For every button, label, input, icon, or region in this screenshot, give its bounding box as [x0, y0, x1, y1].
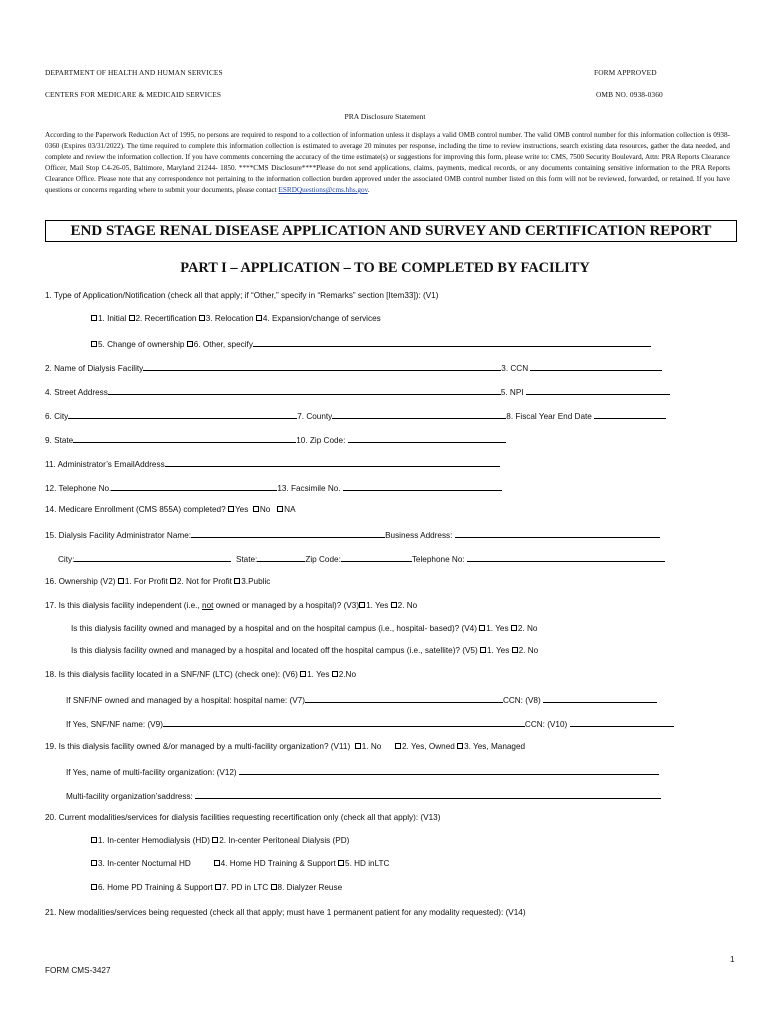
city-label: 6. City [45, 412, 69, 421]
checkbox-home-pd[interactable] [91, 884, 97, 890]
checkbox-expansion[interactable] [256, 315, 262, 321]
form-approved: FORM APPROVED [594, 68, 657, 77]
label-satellite-no: 2. No [518, 646, 539, 655]
checkbox-multi-managed[interactable] [457, 743, 463, 749]
checkbox-in-center-hd[interactable] [91, 837, 97, 843]
q4-row [45, 385, 670, 399]
independent-label-post: owned or managed by a hospital)? (V3) [215, 601, 360, 610]
contact-email-link[interactable]: ESRDQuestions@cms.hhs.gov [278, 186, 368, 194]
checkbox-change-ownership[interactable] [91, 341, 97, 347]
q20-label: 20. Current modalities/services for dialysis facilities requesting recertification only (check all that apply): (V13) [45, 813, 441, 822]
fiscal-year-field[interactable] [594, 409, 666, 419]
snf-hospital-name-field[interactable] [305, 693, 503, 703]
multi-facility-label: 19. Is this dialysis facility owned &/or managed by a multi-facility organization? (V11) [45, 742, 351, 751]
q17-sub1-row [71, 623, 537, 635]
label-expansion: 4. Expansion/change of services [262, 314, 381, 323]
q9-row [45, 433, 506, 447]
telephone-label: 12. Telephone No. [45, 484, 112, 493]
q18-sub2-row [66, 717, 674, 731]
label-initial: 1. Initial [98, 314, 127, 323]
label-independent-yes: 1. Yes [366, 601, 389, 610]
checkbox-multi-no[interactable] [355, 743, 361, 749]
admin-state-field[interactable] [257, 552, 305, 562]
snf-ccn-field[interactable] [543, 693, 657, 703]
checkbox-in-center-pd[interactable] [212, 837, 218, 843]
county-label: 7. County [297, 412, 333, 421]
admin-email-field[interactable] [165, 457, 500, 467]
label-hospital-based-yes: 1. Yes [486, 624, 509, 633]
snf-label: 18. Is this dialysis facility located in a SNF/NF (LTC) (check one): (V6) [45, 670, 298, 679]
q18-sub1-row [66, 693, 657, 707]
checkbox-hospital-based-yes[interactable] [479, 625, 485, 631]
label-public: 3.Public [241, 577, 271, 586]
label-in-center-hd: 1. In-center Hemodialysis (HD) [98, 836, 210, 845]
q18-row [45, 669, 356, 681]
checkbox-not-for-profit[interactable] [170, 578, 176, 584]
q19-sub1-row [66, 765, 659, 779]
snf-name-label: If Yes, SNF/NF name: (V9) [66, 720, 163, 729]
q19-sub2-row [66, 789, 661, 803]
label-multi-no: 1. No [361, 742, 382, 751]
label-pd-ltc: 7. PD in LTC [221, 883, 269, 892]
checkbox-snf-no[interactable] [332, 671, 338, 677]
q17-row [45, 600, 417, 612]
zip-label: 10. Zip Code: [296, 436, 346, 445]
checkbox-independent-no[interactable] [391, 602, 397, 608]
multi-org-name-label: If Yes, name of multi-facility organization: (V12) [66, 768, 237, 777]
ccn-field[interactable] [530, 361, 662, 371]
label-for-profit: 1. For Profit [124, 577, 168, 586]
multi-org-address-field[interactable] [195, 789, 661, 799]
pra-text: According to the Paperwork Reduction Act of 1995, no persons are required to respond to a collection of information unless it displays a valid OMB control number. The valid OMB control number for this information collection is 0938-0360 (Expires 03/31/2022). The time required to complete this information collection is estimated to average 20 minutes per response, including the time to review instructions, search existing data resources, gather the data needed, and complete and review the information collection. If you have comments concerning the accuracy of the time estimate(s) or suggestions for improving this form, please write to: CMS, 7500 Security Boulevard, Attn: PRA Reports Clearance Officer, Mail Stop C4-26-05, Baltimore, Maryland 21244- 1850. ****CMS Disclosure****Please do not send applications, claims, payments, medical records, or any documents containing sensitive information to the PRA Reports Clearance Office. Please note that any correspondence not pertaining to the information collection burden approved under the associated OMB control number listed on this form will not be reviewed, forwarded, or retained. If you have questions or concerns regarding where to submit your documents, please contact [45, 131, 730, 194]
label-hd-ltc: 5. HD inLTC [345, 859, 390, 868]
checkbox-multi-owned[interactable] [395, 743, 401, 749]
admin-name-field[interactable] [191, 528, 385, 538]
checkbox-enroll-yes[interactable] [228, 506, 234, 512]
checkbox-pd-ltc[interactable] [215, 884, 221, 890]
county-field[interactable] [332, 409, 506, 419]
form-title: END STAGE RENAL DISEASE APPLICATION AND SURVEY AND CERTIFICATION REPORT [45, 220, 737, 242]
facsimile-label: 13. Facsimile No. [277, 484, 341, 493]
q17-sub2-row [71, 645, 538, 657]
admin-state-label: State: [235, 555, 258, 564]
centers-name: CENTERS FOR MEDICARE & MEDICAID SERVICES [45, 90, 222, 99]
label-nocturnal-hd: 3. In-center Nocturnal HD [98, 859, 191, 868]
label-multi-owned: 2. Yes, Owned [402, 742, 455, 751]
fiscal-year-label: 8. Fiscal Year End Date [506, 412, 592, 421]
checkbox-for-profit[interactable] [118, 578, 124, 584]
admin-zip-field[interactable] [341, 552, 412, 562]
label-recertification: 2. Recertification [135, 314, 197, 323]
checkbox-independent-yes[interactable] [359, 602, 365, 608]
label-enroll-na: NA [284, 505, 296, 514]
street-address-field[interactable] [108, 385, 501, 395]
q1-label: 1. Type of Application/Notification (check all that apply; if “Other,” specify in “Remarks” section [Item33]): (V1) [45, 291, 439, 300]
medicare-enrollment-label: 14. Medicare Enrollment (CMS 855A) completed? [45, 505, 226, 514]
q1-options-row2 [91, 337, 651, 351]
checkbox-enroll-na[interactable] [277, 506, 283, 512]
label-home-pd: 6. Home PD Training & Support [98, 883, 213, 892]
form-number: FORM CMS-3427 [45, 966, 111, 975]
admin-phone-field[interactable] [467, 552, 665, 562]
q16-row [45, 576, 270, 588]
q21-label: 21. New modalities/services being requested (check all that apply; must have 1 permanent patient for any modality requested): (V14) [45, 908, 526, 917]
label-relocation: 3. Relocation [205, 314, 254, 323]
checkbox-enroll-no[interactable] [253, 506, 259, 512]
checkbox-hd-ltc[interactable] [338, 860, 344, 866]
business-address-label: Business Address: [385, 531, 453, 540]
label-home-hd: 4. Home HD Training & Support [220, 859, 336, 868]
part-heading: PART I – APPLICATION – TO BE COMPLETED BY FACILITY [180, 260, 590, 276]
zip-field[interactable] [348, 433, 506, 443]
state-field[interactable] [73, 433, 296, 443]
label-in-center-pd: 2. In-center Peritoneal Dialysis (PD) [219, 836, 350, 845]
pra-title: PRA Disclosure Statement [344, 112, 426, 121]
facsimile-field[interactable] [343, 481, 502, 491]
checkbox-satellite-yes[interactable] [480, 647, 486, 653]
label-multi-managed: 3. Yes, Managed [464, 742, 526, 751]
label-independent-no: 2. No [397, 601, 418, 610]
label-other: 6. Other, specify [193, 340, 253, 349]
independent-label-not: not [202, 601, 214, 610]
admin-phone-label: Telephone No: [411, 555, 465, 564]
label-dialyzer-reuse: 8. Dialyzer Reuse [277, 883, 343, 892]
q20-options-row3 [91, 882, 342, 894]
snf-ccn2-label: CCN: (V10) [524, 720, 568, 729]
q12-row [45, 481, 502, 495]
page-number: 1 [730, 955, 735, 964]
multi-org-name-field[interactable] [239, 765, 659, 775]
checkbox-snf-yes[interactable] [300, 671, 306, 677]
omb-number: OMB NO. 0938-0360 [596, 90, 663, 99]
q15-row [45, 528, 660, 542]
label-satellite-yes: 1. Yes [487, 646, 510, 655]
label-not-for-profit: 2. Not for Profit [176, 577, 232, 586]
npi-field[interactable] [526, 385, 670, 395]
facility-name-field[interactable] [143, 361, 501, 371]
q19-row [45, 741, 525, 753]
snf-name-field[interactable] [163, 717, 525, 727]
label-snf-yes: 1. Yes [307, 670, 330, 679]
q20-options-row2 [91, 858, 389, 870]
state-label: 9. State [45, 436, 74, 445]
label-hospital-based-no: 2. No [517, 624, 538, 633]
checkbox-hospital-based-no[interactable] [511, 625, 517, 631]
admin-city-field[interactable] [74, 552, 231, 562]
snf-ccn2-field[interactable] [570, 717, 674, 727]
hospital-based-label: Is this dialysis facility owned and managed by a hospital and on the hospital campus (i.e., hospital- based)? (V4) [71, 624, 477, 633]
independent-label-pre: 17. Is this dialysis facility independent (i.e., [45, 601, 200, 610]
checkbox-recertification[interactable] [129, 315, 135, 321]
label-enroll-yes: Yes [234, 505, 249, 514]
city-field[interactable] [68, 409, 297, 419]
snf-hospital-name-label: If SNF/NF owned and managed by a hospital: hospital name: (V7) [66, 696, 305, 705]
checkbox-dialyzer-reuse[interactable] [271, 884, 277, 890]
checkbox-nocturnal-hd[interactable] [91, 860, 97, 866]
admin-city-label: City: [58, 555, 75, 564]
street-address-label: 4. Street Address [45, 388, 108, 397]
checkbox-relocation[interactable] [199, 315, 205, 321]
checkbox-public[interactable] [234, 578, 240, 584]
checkbox-satellite-no[interactable] [512, 647, 518, 653]
pra-statement [45, 130, 730, 196]
npi-label: 5. NPI [500, 388, 524, 397]
label-snf-no: 2.No [338, 670, 356, 679]
multi-org-address-label: Multi-facility organization’saddress: [66, 792, 193, 801]
q1-options-row1 [91, 313, 381, 325]
business-address-field[interactable] [455, 528, 660, 538]
checkbox-home-hd[interactable] [214, 860, 220, 866]
ownership-label: 16. Ownership (V2) [45, 577, 116, 586]
department-name: DEPARTMENT OF HEALTH AND HUMAN SERVICES [45, 68, 223, 77]
admin-zip-label: Zip Code: [305, 555, 341, 564]
telephone-field[interactable] [111, 481, 277, 491]
label-change-ownership: 5. Change of ownership [98, 340, 185, 349]
q2-row [45, 361, 662, 375]
q11-row [45, 457, 500, 471]
ccn-label: 3. CCN [501, 364, 529, 373]
snf-ccn-label: CCN: (V8) [502, 696, 541, 705]
satellite-label: Is this dialysis facility owned and managed by a hospital and located off the hospital campus (i.e., satellite)? (V5) [71, 646, 478, 655]
pra-end: . [367, 186, 370, 194]
admin-email-label: 11. Administrator’s EmailAddress [45, 460, 165, 469]
checkbox-initial[interactable] [91, 315, 97, 321]
admin-name-label: 15. Dialysis Facility Administrator Name: [45, 531, 192, 540]
q6-row [45, 409, 666, 423]
other-specify-field[interactable] [253, 337, 651, 347]
checkbox-other[interactable] [187, 341, 193, 347]
label-enroll-no: No [259, 505, 271, 514]
q20-options-row1 [91, 835, 349, 847]
q15-row2 [58, 552, 665, 566]
q14-row [45, 504, 296, 516]
facility-name-label: 2. Name of Dialysis Facility [45, 364, 144, 373]
